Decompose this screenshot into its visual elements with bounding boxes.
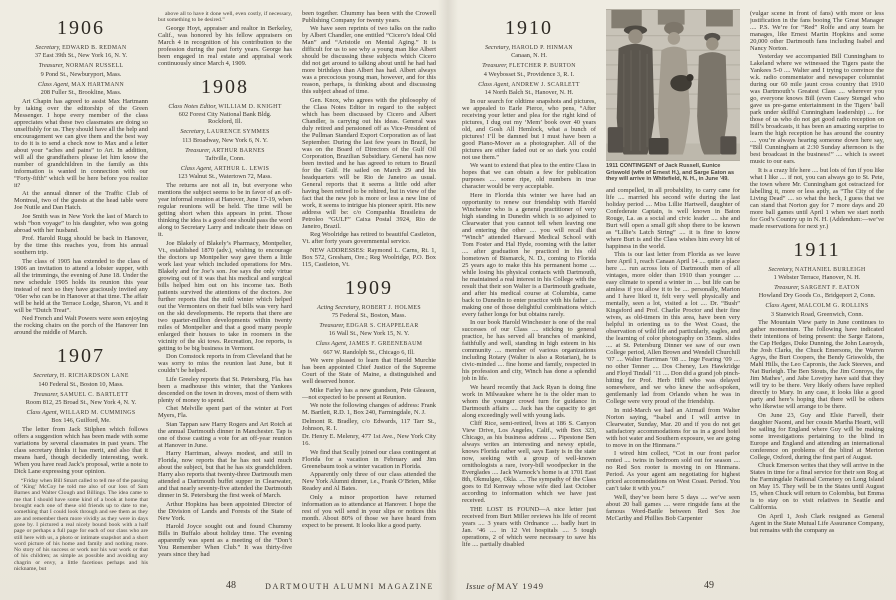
officer-address: Room 812, 25 Broad St., New York 4, N. Y. (25, 399, 137, 407)
officer-role: Acting Secretary, (317, 303, 361, 311)
paragraph: Arthur Hopkins has been appointed Director of the Division of Lands and Forests of the State of New York. (158, 500, 292, 522)
officer-role: Treasurer, (33, 390, 59, 398)
paragraph: “Friday when Bill Smart called to tell me of the passing of ‘King’ McCoy he told me also of our loss of Sam Barnes and Walter Clough and Billings. The idea came to me that I should have some kind of a book at home that brought each one of these old friends up to date to me, something that I could look through and see them as they are and remember them more vividly as they were in days gone by. I pictured a real nicely bound book with a half page or perhaps a full page for each of our class who are still here with us, a photo or intimate snapshot and a short word picture of his home and family and nothing more. No story of his success or work nor his war work or that of his children; as simple as possible and avoiding any chagrin or envy, a little facetious perhaps and his nickname, but (14, 477, 148, 573)
page-number-left: 48 (226, 580, 236, 591)
group-photo (606, 10, 740, 160)
officer-role: Treasurer, (185, 146, 211, 154)
class-officer-line (158, 165, 292, 173)
class-officer-line (462, 62, 596, 70)
class-year-heading: 1910 (505, 17, 553, 39)
paragraph: Life Greeley reports that St. Petersburg, Fla. has been a madhouse this winter, that the Yankees descended on the town in droves, most of them with plenty of money to spend. (158, 375, 292, 404)
text-column-2 (158, 8, 292, 576)
officer-address: 14 North Balch St., Hanover, N. H. (484, 89, 574, 97)
officer-role: Class Agent, (180, 164, 213, 172)
officer-role: Class Notes Editor, (168, 102, 217, 110)
class-year-heading: 1911 (793, 238, 841, 261)
paragraph: Here in Florida this winter we have had an opportunity to renew our friendship with Harold Winchester who is a general practitioner of very high standing in Dunedin which is so adjoined to Clearwater that you cannot tell when leaving one and entering the other .... you will recall that “Winch” attended Harvard Medical School with Tom Foster and Hal Hyde, rooming with the latter .... after graduation he practiced in his old hometown of Bismarck, N. D., coming to Florida 25 years ago to make this his permanent home .... while losing his physical contacts with Dartmouth, he maintained a real interest in his College with the result that their son Walter is a Dartmouth graduate, and after his medical course at Columbia, came back to Dunedin to enter practice with his father .... making one of those delightful combinations which every father longs for but obtains rarely. (462, 191, 596, 318)
paragraph: and compelled, in all probability, to carry cane for life .... married his second wife during the last holiday period .... Miss Lillie Hartwell, daughter of Confederate Captain, is well known in Baton Rouge, La. as a social and civic leader .... she and Burt will open a small gift shop there to be known as “Lillie’s Latch String” .... it is fine to know where Burt is and the Class wishes him every bit of happiness in the world. (606, 186, 740, 250)
officer-name: MAX HARTMANN (71, 81, 125, 88)
paragraph: We find that Scully joined our class contingent at Florida for a vacation in February and Jim Greenebaum took a winter vacation in Florida. (302, 448, 436, 470)
officer-address: 9 Pond St., Newburyport, Mass. (40, 70, 122, 78)
paragraph: been together. Chummy has been with the Crowell Publishing Company for twenty years. (302, 9, 436, 24)
paragraph: Joe Smith was in New York the last of March to wish “bon voyage” to his daughter, who was going abroad with her husband. (14, 212, 148, 234)
paragraph: In our book Harold Winchester is one of the real successes of our Class .... sticking to general practice, he has served all branches of mankind, faithfully and well, standing in high esteem in his community .... member of various organizations including Rotary (Walter is also a Rotarian), he is civic-minded .... fine home and family, respected in his profession and city, Winch has done a splendid job in life. (462, 319, 596, 383)
officer-name: NATHANIEL BURLEIGH (795, 266, 866, 273)
officer-address: Howland Dry Goods Co., Bridgeport 2, Conn. (758, 292, 876, 300)
officer-name: MALCOLM G. ROLLINS (798, 303, 869, 310)
paragraph: We note the following changes of address: Frank M. Bartlett, R.D. 1, Box 240, Farmingdale, N. J. (302, 402, 436, 417)
paragraph: The Mountain View party in June continues to gather momentum. The following have indicated their intentions of being present: the Sarge Eatons, the Cap Hedges, Duke Dunning, the John Learoyds, the Josh Clarks, the Chuck Emersons, the Warren Agrys, the Burt Coopers, the Bendy Griswolds, the Mahl Hills, the Leo Capronis, the Jack Steeves, and Nat Burleigh. The Ben Stouts, the Jim Conroys, the Jim Mathes’, and Jabe Lovejoy have said that they will try to be there. Very likely others have replied directly to Mary. In any case, it looks like a good party and here’s hoping that there will be others who likewise will arrange to be there. (750, 319, 884, 411)
class-officer-line (14, 81, 148, 89)
officer-address: 667 W. Randolph St., Chicago 6, Ill. (323, 348, 415, 356)
officer-name: ARTHUR L. LEWIS (214, 165, 270, 172)
page-left-columns (14, 8, 436, 576)
paragraph: I wired him collect, “Cot in our front parlor rented .... twins in bedroom sold out for season .... no Red Sox rooter is moving in on Hinmans. Period. As your agent am negotiating for highest priced accommodations on West Coast. Period. You can’t take it with you.” (606, 450, 740, 493)
paragraph: Apparently only three of our class attended the New York Alumni dinner, i.e., Frank O’Brien, Mike Readey and Al Bates. (302, 471, 436, 493)
paragraph: We heard recently that Jack Ryan is doing fine work in Milwaukee where he is the older man to whom the younger crowd turn for guidance in Dartmouth affairs .... Jack has the capacity to get along exceedingly well with young lads. (462, 383, 596, 419)
paragraph: George Hoyt, appraiser and realtor in Berkeley, Calif., was honored by his fellow appraisers on March 4 in recognition of his contribution to the profession during the past forty years. George has been engaged in real estate and appraisal work continuously since March 4, 1909. (158, 24, 292, 67)
officer-name: EDGAR S. CHAPPELEAR (346, 322, 419, 329)
officer-name: JAMES F. GREENEBAUM (348, 341, 423, 348)
page-left-footer (14, 576, 436, 600)
officer-address: 75 Federal St., Boston, Mass. (331, 311, 407, 319)
paragraph: In mid-March we had an Airmail from Walter Norton saying, “Isabel and I will arrive in Clearwater, Sunday, Mar. 20 and if you do not get satisfactory accommodations for us in a good hotel with hot water and Southern exposure, we are going to move in on the Hinmans.” (606, 406, 740, 449)
issue-prefix: Issue of (466, 581, 495, 591)
officer-role: Class Agent, (26, 409, 59, 417)
officer-address: 113 Broadway, New York 6, N. Y. (182, 136, 268, 144)
officer-role: Treasurer, (774, 283, 800, 291)
officer-address: Taftville, Conn. (205, 155, 245, 163)
class-officer-line (158, 128, 292, 136)
paragraph: Ned French and Walt Powers were seen enjoying the rocking chairs on the porch of the Hanover Inn around the middle of March. (14, 315, 148, 337)
magazine-title: DARTMOUTH ALUMNI MAGAZINE (265, 582, 434, 591)
officer-name: ANDREW J. SCARLETT (511, 81, 580, 88)
paragraph: Dr. Henry E. Melenry, 477 1st Ave., New York City 16. (302, 433, 436, 448)
issue-line (466, 581, 544, 591)
officer-name: FLETCHER P. BURTON (509, 63, 576, 70)
officer-address: 3 Stanwich Road, Greenwich, Conn. (770, 310, 864, 318)
officer-name: SAMUEL C. BARTLETT (60, 391, 129, 398)
class-officer-line (14, 44, 148, 52)
officer-role: Secretary, (33, 372, 59, 380)
officer-role: Treasurer, (319, 321, 345, 329)
paragraph: Only a minor proportion have returned information as to attendance at Hanover. I hope the rest of you will send in your slips or notices this month. About 80% of those we have heard from expect to be present. It looks like a good party. (302, 493, 436, 529)
class-officer-line (158, 147, 292, 155)
paragraph: Gen. Knox, who agrees with the philosophy of the Class Notes Editor in regard to the subject which has been discussed by Cicero and Albert Chandler, is carrying out his ideas. General was duly retired and pensioned off as Vice-President of the Pullman Standard Export Corporation as of last September. During the last few years in Brazil, he was on the Board of Directors of the Gulf Oil Corporation, Brazilian Subsidiary. General has now been invited and he has agreed to return to Brazil for the Gulf. He sailed on March 29 and his headquarters will be Rio de Janeiro as usual. General reports that it seems a little odd after having been retired to be rehired, but in view of the fact that the new job is more or less a new line of work, it seems to intrigue his pioneer spirit. His new address will be: c/o Companhia Brasileira de Petroleo “GULF” Caixa Postal 3924, Rio de Janeiro, Brazil. (302, 96, 436, 230)
officer-role: Secretary, (35, 44, 61, 51)
group-photo-illustration (606, 10, 740, 160)
officer-address: 1 Webster Terrace, Hanover, N. H. (773, 273, 861, 281)
officer-role: Secretary, (484, 44, 511, 51)
officer-name: LAURENCE SYMMES (206, 129, 270, 136)
officer-name: SARGENT F. EATON (800, 284, 860, 291)
issue-date: MAY 1949 (496, 581, 545, 591)
officer-name: ROBERT J. HOLMES (361, 304, 421, 311)
page-right-footer (462, 576, 884, 600)
page-right (448, 0, 896, 600)
paragraph: At the annual dinner of the Traffic Club of Montreal, two of the guests at the head table were Joe Nutile and Dan Hatch. (14, 190, 148, 212)
class-year-heading: 1907 (57, 345, 105, 368)
officer-address: 4 Weybosset St., Providence 3, R. I. (483, 70, 575, 78)
officer-name: ARTHUR BARNES (211, 147, 265, 154)
class-officer-line (302, 340, 436, 348)
paragraph: The letter from Jack Stilphen which follows offers a suggestion which has been made with some variations by several classmates in past years. The class secretary thinks it has merit, and also that it means hard, though decidedly interesting, work. When you have read Jack’s proposal, write a note to Dick Lane expressing your opinion. (14, 426, 148, 476)
officer-role: Treasurer, (38, 62, 64, 70)
class-year-heading: 1909 (345, 276, 393, 299)
class-officer-line (462, 81, 596, 89)
officer-name: H. RICHARDSON LANE (59, 373, 129, 380)
officer-address: 37 East 39th St., New York 16, N. Y. (34, 52, 128, 60)
officer-role: Class Agent, (765, 302, 798, 310)
class-officer-line (14, 62, 148, 70)
paragraph: This is our last letter from Florida as we leave here April 1, reach Canaan April 14 .... quite a place here .... run across lots of Dartmouth men of all vintages, more older than 1910 than younger .... easy climate to spend a winter in .... but life can be aimless if you allow it to be .... personally, Marion and I have liked it, felt very well physically and mentally, seen a lot, visited a lot .... Dr. “Bush” Kingsford and Prof. Charlie Proctor and their fine wives, as old-timers in this area, have been very helpful in orienting us to the West Coast, the observation of wild life and particularly, eagles, and the learning of color photography on 35mm. slides .... at St. Petersburg Dinner we saw of our own College period, Allen Brown and Wendell Churchill ’07 .... Walter Harriman ’08 .... Inge Fearing ’09 .... no other Tenner .... Dos Cheney, Les Hawkridge and Floyd Tindall ’11 .... Don did a grand job pinch-hitting for Prof. Herb Hill who was delayed somewhere, and we who knew the soft-spoken, gentlemanly lad from Orlando when he was in College were very proud of the friendship. (606, 251, 740, 406)
paragraph: The returns are not all in, but everyone who mentions the subject seems to be in favor of an off-year informal reunion at Hanover, June 17-19, when regular reunions will be held. The time will be getting short when this appears in print. Those thinking the idea is a good one should pass the word along to Secretary Larry and indicate their ideas on it. (158, 182, 292, 239)
officer-address: Canaan, N. H. (511, 52, 547, 60)
paragraph: THE LOST IS FOUND—A nice letter just received from Burt Miller reviews his life of recent years .... 3 years with Ordnance .... badly hurt in Jan. ’46 .... in 12 Vet hospitals .... 5 tough operations, 2 of which were necessary to save his life .... partially disabled (462, 505, 596, 548)
paragraph: Chet Melville spent part of the winter at Fort Myers, Fla. (158, 405, 292, 420)
officer-role: Class Agent, (315, 340, 348, 348)
paragraph: NEW ADDRESSES: Raymond L. Carns, Rt. 1, Box 572, Gresham, Ore.; Reg Woolridge, P.O. Box 115, Castleton, Vt. (302, 246, 436, 268)
officer-role: Secretary, (180, 128, 206, 136)
paragraph: The class of 1905 has extended to the class of 1906 an invitation to attend a lobster supper, with all the trimmings, the evening of June 18. Under the new schedule 1905 holds its reunion this year instead of next so they have graciously invited any ’06er who can be in Hanover at that time. The affair will be held at the Terrace Lodge, Sharon, Vt. and it will be “Dutch Treat”. (14, 257, 148, 314)
officer-address: Box 146, Guilford, Me. (51, 417, 111, 425)
officer-role: Class Agent, (478, 80, 510, 88)
officer-role: Treasurer, (482, 62, 508, 70)
class-officer-line (750, 302, 884, 310)
text-column-6 (750, 8, 884, 576)
class-officer-line (14, 372, 148, 380)
paragraph: Harry Harriman, always modest, and still in Florida, now reports that he has not said much about the subject, but that he has six grandchildren. Harry also reports that twenty-three Dartmouth men attended a Dartmouth buffet supper in Clearwater, and that nearly seventy-five attended the Dartmouth dinner in St. Petersburg the first week of March. (158, 450, 292, 500)
class-photo-figure (606, 10, 740, 183)
officer-address: Rockford, Ill. (207, 118, 243, 126)
paragraph: Harold Joyce sought out and found Chummy Bills in Buffalo about holiday time. The evening apparently was spent as a meeting of the “Don’t You Remember When Club.” It was thirty-five years since they had (158, 523, 292, 559)
officer-address: 208 Fuller St., Brookline, Mass. (40, 89, 122, 97)
paragraph: Delmont R. Bradley, c/o Edwards, 117 Tarr St., Johnson, R. I. (302, 417, 436, 432)
officer-address: 16 Wall St., New York 15, N. Y. (328, 330, 410, 338)
paragraph: Yesterday we accompanied Bill Cunningham to Lakeland where we witnessed the Tigers paste the Yankees 5-0 .... Walter and I trying to convince the w.k. radio commentator and newspaper columnist during our 60 mile jaunt cross country that 1910 was Dartmouth’s Greatest Class .... wherever you go, everyone knows Bill (even Casey Stengel who gave us pre-game entertainment in the Tigers’ ball park under skillful Cunningham leadership) .... for those of us who do not get good radio reception on Bill’s broadcasts, it has been an amazing surprise to learn the high reception he has around the country .... you’re always hearing someone down here say, “Bill Cunningham at 2:30 Sunday afternoon is the best broadcast in the business!” .... which is sweet music to our ears. (750, 53, 884, 165)
text-column-1 (14, 8, 148, 576)
page-right-columns (462, 8, 884, 576)
page-number-right: 49 (704, 580, 714, 591)
photo-caption: 1911 CONTINGENT of Jack Russell, Eunice Griswold (wife of Ernest H.), and Sarge Eaton as they will arrive in Whitefield, N. H., in June '49. (606, 163, 735, 183)
class-officer-line (14, 409, 148, 417)
paragraph: above all to have it done well, even costly, if necessary, but something to be desired.” (158, 10, 292, 23)
paragraph: Stan Tappan saw Harry Rogers and Art Rotch at the annual Dartmouth dinner in Manchester. Tap is one of those casting a vote for an off-year reunion at Hanover in June. (158, 420, 292, 449)
officer-name: WILLIAM D. KNIGHT (218, 103, 282, 110)
officer-name: NORMAN RUSSELL (65, 63, 124, 70)
class-officer-line (302, 322, 436, 330)
paragraph: In our search for oldtime snapshots and pictures, we appealed to Earle Pierce, who pens, “After receiving your letter and plea for the right kind of pictures, I dug out my ‘Mem’ book over 40 years old, and Gosh All Hemlock, what a bunch of pictures! I’ll be damned but I must have been a good Piano-Mover as a photographer. All of the pictures are either faded out or so dark you could not use them.” (462, 97, 596, 161)
class-officer-line (750, 266, 884, 274)
paragraph: (vulgar scene in front of fans) with more or less justification in the fans booing The Great Manager .... P.S. We’re for “Red” Rolfe and any team he manages, like Ernest Martin Hopkins and some 20,000 other Dartmouth fans including Isabel and Nancy Norton. (750, 9, 884, 52)
officer-address: 602 Forest City National Bank Bldg. (178, 111, 272, 118)
paragraph: We were pleased to learn that Harold Murchie has been appointed Chief Justice of the Supreme Court of the State of Maine, a distinguished and well deserved honor. (302, 357, 436, 386)
officer-address: 140 Federal St., Boston 10, Mass. (38, 380, 124, 388)
paragraph: Prof. Harold Rugg should be back in Hanover, by the time this reaches you, from his annual southern trip. (14, 235, 148, 257)
officer-name: EDWARD B. REDMAN (62, 45, 127, 51)
class-officer-line (750, 284, 884, 292)
paragraph: We have seen reprints of two talks on the radio by Albert Chandler, one entitled “Cicero’s Ideal Old Man” and “Aristotle on Mental Aging.” It is difficult for us to see why a young man like Albert should be discussing these subjects which Cicero did not get around to talking about until he had had more birthdays than Albert has had. Albert always was a precocious young man, however, and for this reason, perhaps, is thinking about and discussing this subject ahead of time. (302, 25, 436, 95)
text-column-5 (606, 8, 740, 576)
paragraph: Cliff Rice, semi-retired, lives at 186 S. Canyon View Drive, Los Angeles, Calif., with Box 323, Chicago, as his business address .... Pipestone Ben always writes an interesting and newsy epistle, knows Florida rather well, says Easty is in the state now, seeking with a group of well-known ornithologists a rare, ivory-bill woodpecker in the Everglades .... Jack Warnock’s home is at 1701 East 8th, Okmulgee, Okla. .... The sympathy of the Class goes to Ed Kenway whose wife died last October according to information which we have just received. (462, 420, 596, 505)
paragraph: Reg Woolridge has retired to beautiful Castleton, Vt. after forty years governmental service. (302, 231, 436, 245)
officer-role: Class Agent, (37, 80, 70, 88)
officer-name: HAROLD P. HINMAN (511, 45, 573, 51)
class-year-heading: 1908 (201, 75, 249, 98)
officer-name: WILLARD M. CUMMINGS (59, 410, 136, 417)
paragraph: Art Chapin has agreed to assist Max Hartmann by taking over the editorship of the Green Messenger. I hope every member of the class appreciates what these two classmates are doing so unselfishly for us. They should have all the help and encouragement we can give them and the best way to do it is to send a check now to Max and a letter about your “aches and pains” to Art. In addition, will all the grandfathers please let him know the number of grandchildren in the family as this information is wanted in connection with our “Forty-fifth” which will be here before you realize it? (14, 97, 148, 189)
class-officer-line (462, 44, 596, 52)
paragraph: We want to extend that plea to the entire Class in hopes that we can obtain a few for publication purposes .... some ripe, old numbers in true character would be very acceptable. (462, 162, 596, 191)
class-officer-line (158, 103, 292, 111)
class-officer-line (14, 391, 148, 399)
paragraph: It is a crazy life here .... but lots of fun if you like what I like .... if not, you can always go to St. Pete, the town where Mr. Cunningham got ostracized for labelling it, more or less aptly, as “The City of the Living Dead” .... so what the heck, I guess that we can stand that Norton guy for 7 more days and 20 more ball games until April 1 when we start north for God’s Country up in N. H. (Addendum:—we’ve made reservations for next yr.) (750, 166, 884, 230)
paragraph: Mike Farley has a new grandson, Pete Gleason,—not expected to be present at Reunion. (302, 386, 436, 401)
paragraph: On April 1, Josh Clark resigned as General Agent in the State Mutual Life Assurance Company, but remains with the company as (750, 512, 884, 534)
paragraph: Don Comstock reports in from Cleveland that he was sorry to miss the reunion last June, but it couldn’t be helped. (158, 353, 292, 375)
text-column-4 (462, 8, 596, 576)
paragraph: Well, they’ve been here 5 days .... we’ve seen about 20 ball games .... were ringside fans at the famous Word-Battle between Red Sox Joe McCarthy and Phillies Bob Carpenter (606, 493, 740, 522)
class-year-heading: 1906 (57, 17, 105, 39)
text-column-3 (302, 8, 436, 576)
officer-address: 123 Walnut St., Watertown 72, Mass. (178, 173, 272, 181)
paragraph: Chuck Emerson writes that they will arrive in the States in time for a final service for their son Rog at the Farmingdale National Cemetery on Long Island on May 15. They will be in the States until August 15, when Chuck will return to Colombia, but Emma is to stay on to visit relatives in Seattle and California. (750, 462, 884, 512)
paragraph: On June 23, Guy and Elsie Farvell, their daughter Naomi, and her cousin Martha Heartt, will be sailing for England where Guy will be making some investigations pertaining to the blind in Europe and England and attending an international conference on problems of the blind at Merton College, Oxford, during the first part of August. (750, 411, 884, 461)
paragraph: Joe Blakely of Blakely’s Pharmacy, Montpelier, Vt., established 1870 (adv.), wishing to encourage the doctors up Montpelier way gave them a little work last year which included operations for Mrs. Blakely and for Joe’s son. Joe says the only virtue growing out of it was that his medical and surgical bills helped him out on his income tax. Both patients survived the attentions of the doctors. Joe further reports that the mild winter which helped out the Vermonters on their fuel bills was very hard on the ski developments. He reports that there are two quarter-million developments within twenty miles of Montpelier and that a good many people enlarged their houses to take in roomers in the vicinity of the ski tows. Recreation, Joe reports, is getting to be big business in Vermont. (158, 239, 292, 352)
class-officer-line (302, 304, 436, 312)
officer-role: Secretary, (768, 265, 794, 273)
